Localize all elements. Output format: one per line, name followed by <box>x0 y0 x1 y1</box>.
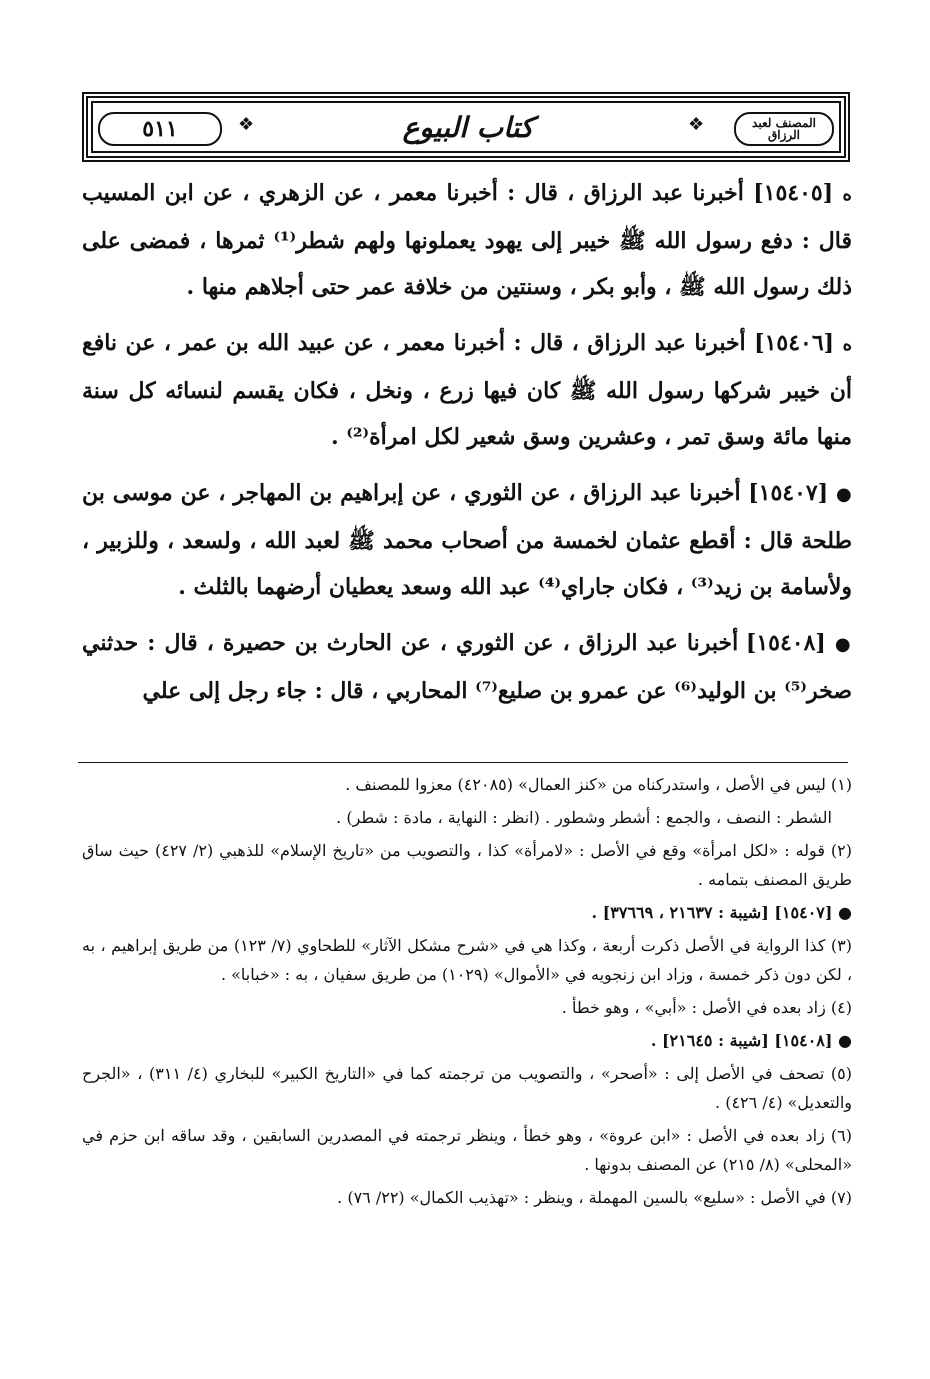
footnote: (٣) كذا الرواية في الأصل ذكرت أربعة ، وكذا هي في «شرح مشكل الآثار» للطحاوي (٧/ ١٢٣) من طريق إبراهيم ، به ، لكن دون ذكر خمسة ، وزاد ابن زنجويه في «الأموال» (١٠٢٩) من طريق سفيان ، به : «خبابا» . <box>82 936 853 984</box>
footnote-divider <box>78 762 848 763</box>
hadith-15405 <box>82 170 852 310</box>
footnote: (٦) زاد بعده في الأصل : «ابن عروة» ، وهو خطأ ، وينظر ترجمته في المصدرين السابقين ، وقد ساقه ابن حزم في «المحلى» (٨/ ٢١٥) عن المصنف بدونها . <box>82 1126 852 1174</box>
main-text <box>82 170 852 724</box>
footnotes <box>82 770 852 1216</box>
ornament-icon: ❖ <box>688 114 705 135</box>
hadith-marker: ● <box>836 484 852 505</box>
footnote: (٥) تصحف في الأصل إلى : «أصحر» ، والتصويب من ترجمته كما في «التاريخ الكبير» للبخاري (٤/ ٣١١) ، «الجرح والتعديل» (٤/ ٤٢٦) . <box>82 1064 853 1112</box>
hadith-15406 <box>82 320 852 460</box>
hadith-marker: ه <box>842 334 852 355</box>
footnote: (٤) زاد بعده في الأصل : «أبي» ، وهو خطأ . <box>561 998 852 1017</box>
footnote: الشطر : النصف ، والجمع : أشطر وشطور . (انظر : النهاية ، مادة : شطر) . <box>336 808 832 827</box>
page-number: ٥١١ <box>142 116 178 142</box>
footnote: (٧) في الأصل : «سليع» بالسين المهملة ، وينظر : «تهذيب الكمال» (٢٢/ ٧٦) . <box>337 1188 852 1207</box>
book-logo: المصنف لعبد الرزاق <box>752 116 816 142</box>
book-logo-box <box>734 112 834 146</box>
hadith-15408 <box>82 620 852 714</box>
hadith-text: [١٥٤٠٨] أخبرنا عبد الرزاق ، عن الثوري ، عن الحارث بن حصيرة ، قال : حدثني صخر⁽⁵⁾ بن الوليد⁽⁶⁾ عن عمرو بن صليع⁽⁷⁾ المحاربي ، قال : جاء رجل إلى علي <box>82 630 852 704</box>
page-header <box>82 92 850 162</box>
hadith-marker: ● <box>834 634 852 655</box>
hadith-text: [١٥٤٠٥] أخبرنا عبد الرزاق ، قال : أخبرنا معمر ، عن الزهري ، عن ابن المسيب قال : دفع رسول الله ﷺ خيبر إلى يهود يعملونها ولهم شطر⁽¹⁾ ثمرها ، فمضى على ذلك رسول الله ﷺ ، وأبو بكر ، وسنتين من خلافة عمر حتى أجلاهم منها . <box>82 180 852 300</box>
hadith-text: [١٥٤٠٧] أخبرنا عبد الرزاق ، عن الثوري ، عن إبراهيم بن المهاجر ، عن موسى بن طلحة قال : أقطع عثمان لخمسة من أصحاب محمد ﷺ لعبد الله ، ولسعد ، وللزبير ، ولأسامة بن زيد⁽³⁾ ، فكان جاراي⁽⁴⁾ عبد الله وسعد يعطيان أرضهما بالثلث . <box>82 480 852 600</box>
book-title-box <box>308 106 628 148</box>
footnote-reference: ● [١٥٤٠٧] [شيبة : ٢١٦٣٧ ، ٣٧٦٦٩] . <box>591 903 852 922</box>
hadith-text: [١٥٤٠٦] أخبرنا عبد الرزاق ، قال : أخبرنا معمر ، عن عبيد الله بن عمر ، عن نافع أن خيبر شركها رسول الله ﷺ كان فيها زرع ، ونخل ، فكان يقسم لنسائه كل سنة منها مائة وسق تمر ، وعشرين وسق شعير لكل امرأة⁽²⁾ . <box>82 330 852 450</box>
footnote: (١) ليس في الأصل ، واستدركناه من «كنز العمال» (٤٢٠٨٥) معزوا للمصنف . <box>345 775 852 794</box>
hadith-marker: ه <box>842 184 852 205</box>
footnote-reference: ● [١٥٤٠٨] [شيبة : ٢١٦٤٥] . <box>650 1031 852 1050</box>
hadith-15407 <box>82 470 852 610</box>
footnote: (٢) قوله : «لكل امرأة» وقع في الأصل : «لامرأة» كذا ، والتصويب من «تاريخ الإسلام» للذهبي (٢/ ٤٢٧) حيث ساق طريق المصنف بتمامه . <box>82 841 852 889</box>
book-title: كتاب البيوع <box>402 110 534 144</box>
page-number-box <box>98 112 222 146</box>
ornament-icon: ❖ <box>238 114 255 135</box>
